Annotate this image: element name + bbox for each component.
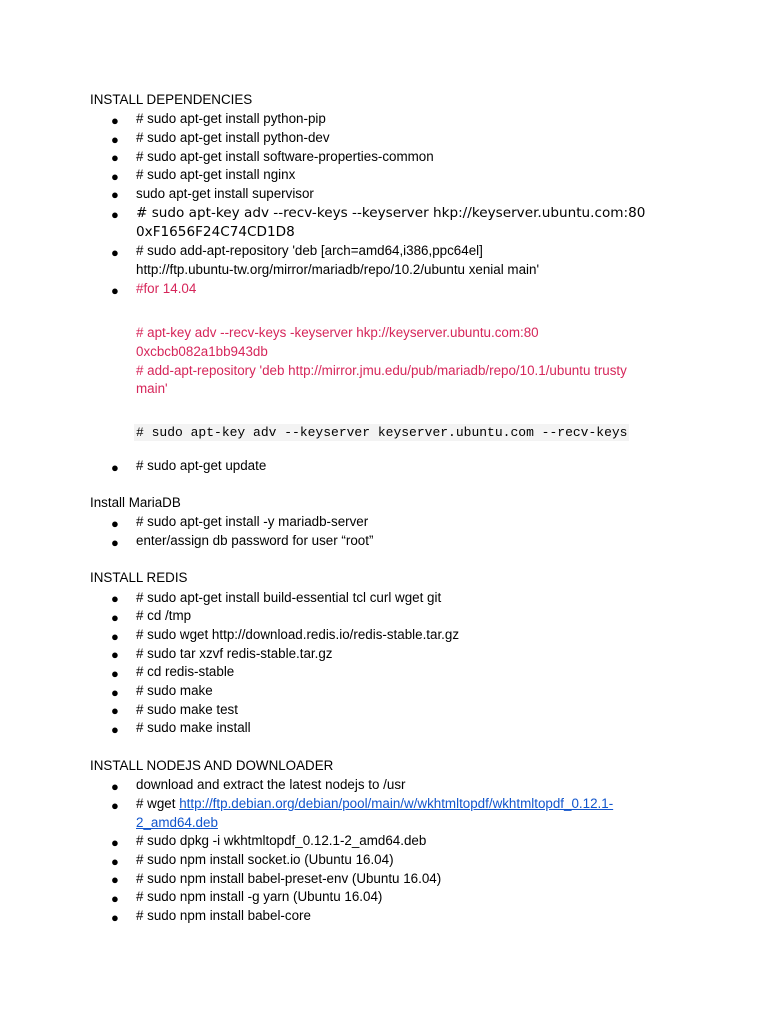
bullet: ●: [111, 872, 119, 887]
list-item: # cd redis-stable: [136, 664, 235, 679]
list-item: # sudo apt-get install python-dev: [136, 130, 330, 145]
list-item-add-repo-continued: http://ftp.ubuntu-tw.org/mirror/mariadb/repo/10.2/ubuntu xenial main': [136, 262, 540, 277]
list-item: # sudo npm install socket.io (Ubuntu 16.04): [136, 852, 394, 867]
list-item: # sudo apt-get install -y mariadb-server: [136, 514, 369, 529]
list-item: # sudo dpkg -i wkhtmltopdf_0.12.1-2_amd64.deb: [136, 833, 427, 848]
list-item: # sudo apt-get install nginx: [136, 167, 296, 182]
list-item-wget: [136, 795, 613, 814]
bullet: ●: [111, 245, 119, 260]
list-item: # sudo make: [136, 683, 213, 698]
bullet: ●: [111, 798, 119, 813]
bullet: ●: [111, 610, 119, 625]
bullet: ●: [111, 891, 119, 906]
bullet: ●: [111, 516, 119, 531]
list-item: # sudo tar xzvf redis-stable.tar.gz: [136, 646, 333, 661]
comment-add-repo: # add-apt-repository 'deb http://mirror.jmu.edu/pub/mariadb/repo/10.1/ubuntu trusty: [136, 363, 627, 378]
bullet: ●: [111, 647, 119, 662]
bullet: ●: [111, 854, 119, 869]
comment-add-repo-continued: main': [136, 381, 168, 396]
comment-apt-key: # apt-key adv --recv-keys -keyserver hkp://keyserver.ubuntu.com:80: [136, 325, 539, 340]
list-item: # sudo apt-get install python-pip: [136, 111, 326, 126]
list-item-update: # sudo apt-get update: [136, 458, 267, 473]
bullet: ●: [111, 113, 119, 128]
bullet: ●: [111, 591, 119, 606]
wkhtmltopdf-link-continued[interactable]: 2_amd64.deb: [136, 815, 218, 830]
bullet: ●: [111, 460, 119, 475]
list-item: # sudo make test: [136, 702, 238, 717]
bullet: ●: [111, 910, 119, 925]
list-item-add-repo: # sudo add-apt-repository 'deb [arch=amd64,i386,ppc64el]: [136, 243, 483, 258]
wget-prefix: # wget: [136, 796, 180, 811]
bullet: ●: [111, 150, 119, 165]
bullet: ●: [111, 169, 119, 184]
list-item: # cd /tmp: [136, 608, 192, 623]
bullet: ●: [111, 703, 119, 718]
bullet: ●: [111, 187, 119, 202]
list-item: # sudo make install: [136, 720, 251, 735]
bullet: ●: [111, 132, 119, 147]
bullet: ●: [111, 535, 119, 550]
bullet: ●: [111, 779, 119, 794]
bullet: ●: [111, 722, 119, 737]
list-item: download and extract the latest nodejs to /usr: [136, 777, 406, 792]
comment-apt-key-continued: 0xcbcb082a1bb943db: [136, 344, 268, 359]
bullet: ●: [111, 666, 119, 681]
list-item-wget-continued: [136, 814, 218, 833]
list-item: enter/assign db password for user “root”: [136, 533, 374, 548]
list-item: sudo apt-get install supervisor: [136, 186, 314, 201]
list-item: # sudo wget http://download.redis.io/redis-stable.tar.gz: [136, 627, 460, 642]
comment-for-1404: #for 14.04: [136, 281, 197, 296]
code-line: [134, 423, 629, 443]
list-item: # sudo apt-get install software-properties-common: [136, 149, 434, 164]
bullet: ●: [111, 629, 119, 644]
list-item: # sudo npm install babel-preset-env (Ubuntu 16.04): [136, 871, 442, 886]
bullet: ●: [111, 835, 119, 850]
list-item: # sudo npm install babel-core: [136, 908, 311, 923]
heading-install-nodejs: INSTALL NODEJS AND DOWNLOADER: [90, 758, 334, 773]
bullet: ●: [111, 283, 119, 298]
list-item: # sudo apt-get install build-essential tcl curl wget git: [136, 590, 442, 605]
wkhtmltopdf-link[interactable]: http://ftp.debian.org/debian/pool/main/w/wkhtmltopdf/wkhtmltopdf_0.12.1-: [179, 796, 614, 811]
list-item-apt-key-continued: 0xF1656F24C74CD1D8: [136, 224, 295, 240]
bullet: ●: [111, 685, 119, 700]
code-text: # sudo apt-key adv --keyserver keyserver.ubuntu.com --recv-keys: [136, 425, 628, 440]
bullet: ●: [111, 207, 119, 222]
list-item: # sudo npm install -g yarn (Ubuntu 16.04): [136, 889, 383, 904]
heading-install-dependencies: INSTALL DEPENDENCIES: [90, 92, 253, 107]
heading-install-redis: INSTALL REDIS: [90, 570, 188, 585]
list-item-apt-key: # sudo apt-key adv --recv-keys --keyserver hkp://keyserver.ubuntu.com:80: [136, 205, 646, 221]
heading-install-mariadb: Install MariaDB: [90, 495, 181, 510]
